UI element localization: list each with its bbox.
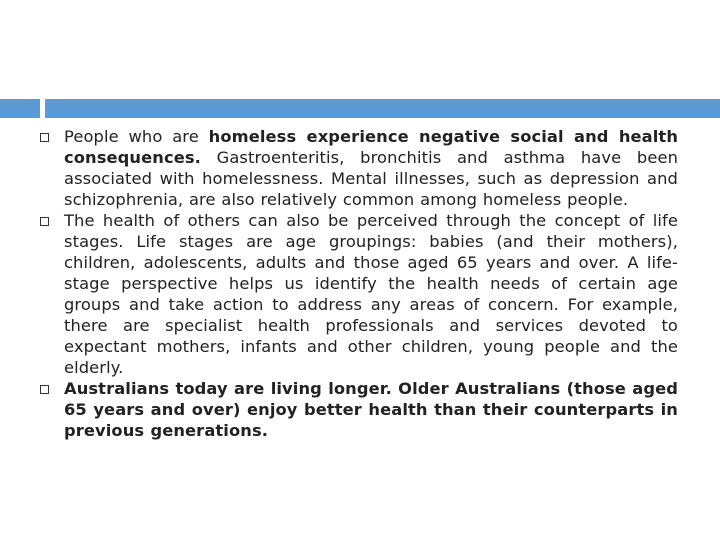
bullet-item-1: [40, 126, 678, 210]
bullet-1-text-normal: People who are: [64, 127, 209, 146]
header-accent-bar-right: [45, 99, 720, 118]
bullet-item-3: [40, 378, 678, 441]
hollow-square-bullet-icon: [40, 133, 49, 142]
bullet-list: [40, 126, 678, 441]
bullet-1-text-bold: homeless experience negative social and health consequences.: [64, 127, 679, 167]
bullet-text-3: Australians today are living longer. Older Australians (those aged 65 years and over) enjoy better health than their counterparts in previous generations.: [64, 379, 678, 440]
header-accent-bar-left: [0, 99, 40, 118]
bullet-item-2: [40, 210, 678, 378]
hollow-square-bullet-icon: [40, 385, 49, 394]
bullet-text-2: The health of others can also be perceived through the concept of life stages. Life stages are age groupings: babies (and their mothers), children, adolescents, adults and those aged 65 years and over. A life-stage perspective helps us identify the health needs of certain age groups and take action to address any areas of concern. For example, there are specialist health professionals and services devoted to expectant mothers, infants and other children, young people and the elderly.: [64, 211, 678, 377]
hollow-square-bullet-icon: [40, 217, 49, 226]
bullet-1-text-rest: Gastroenteritis, bronchitis and asthma have been associated with homelessness. Mental illnesses, such as depression and schizophrenia, are also relatively common among homeless people.: [64, 148, 678, 209]
bullet-text-1: [64, 126, 678, 210]
